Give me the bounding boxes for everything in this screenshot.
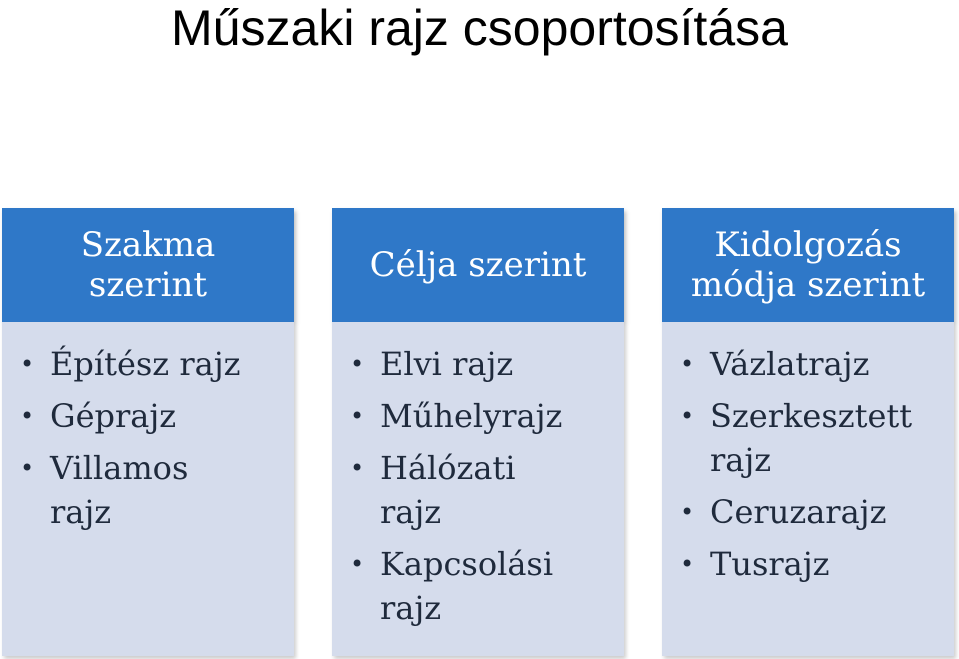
bullet-icon: • [350, 350, 365, 378]
list-item [680, 342, 944, 386]
bullet-icon: • [20, 454, 35, 482]
list-item [680, 542, 944, 586]
list-item-text: Kapcsolási rajz [380, 545, 554, 627]
column-szakma [2, 208, 294, 656]
bullet-icon: • [680, 402, 695, 430]
list-item [350, 342, 614, 386]
bullet-icon: • [350, 550, 365, 578]
slide-title: Műszaki rajz csoportosítása [171, 0, 788, 56]
bullet-icon: • [680, 350, 695, 378]
list-item-text: Építész rajz [50, 345, 241, 383]
column-header-text: Szakma szerint [80, 225, 216, 305]
list-item [20, 446, 220, 534]
column-kidolgozas [662, 208, 954, 656]
column-header [662, 208, 954, 322]
item-list [662, 322, 954, 586]
bullet-icon: • [20, 350, 35, 378]
list-item-text: Elvi rajz [380, 345, 514, 383]
list-item [350, 542, 570, 630]
column-body [2, 322, 294, 656]
list-item-text: Hálózati rajz [380, 449, 516, 531]
list-item [350, 394, 614, 438]
column-header [2, 208, 294, 322]
item-list [2, 322, 294, 534]
column-celja [332, 208, 624, 656]
item-list [332, 322, 624, 630]
list-item-text: Tusrajz [710, 545, 830, 583]
list-item-text: Műhelyrajz [380, 397, 563, 435]
list-item [20, 394, 284, 438]
list-item [680, 490, 944, 534]
column-header-text: Célja szerint [369, 245, 587, 285]
list-item [680, 394, 930, 482]
column-body [662, 322, 954, 656]
bullet-icon: • [20, 402, 35, 430]
column-body [332, 322, 624, 656]
list-item-text: Géprajz [50, 397, 177, 435]
list-item [350, 446, 540, 534]
list-item-text: Villamos rajz [50, 449, 189, 531]
list-item [20, 342, 290, 386]
bullet-icon: • [680, 550, 695, 578]
list-item-text: Szerkesztett rajz [710, 397, 913, 479]
column-header [332, 208, 624, 322]
column-header-text: Kidolgozás módja szerint [690, 225, 926, 305]
bullet-icon: • [350, 402, 365, 430]
bullet-icon: • [350, 454, 365, 482]
list-item-text: Vázlatrajz [710, 345, 870, 383]
list-item-text: Ceruzarajz [710, 493, 887, 531]
bullet-icon: • [680, 498, 695, 526]
